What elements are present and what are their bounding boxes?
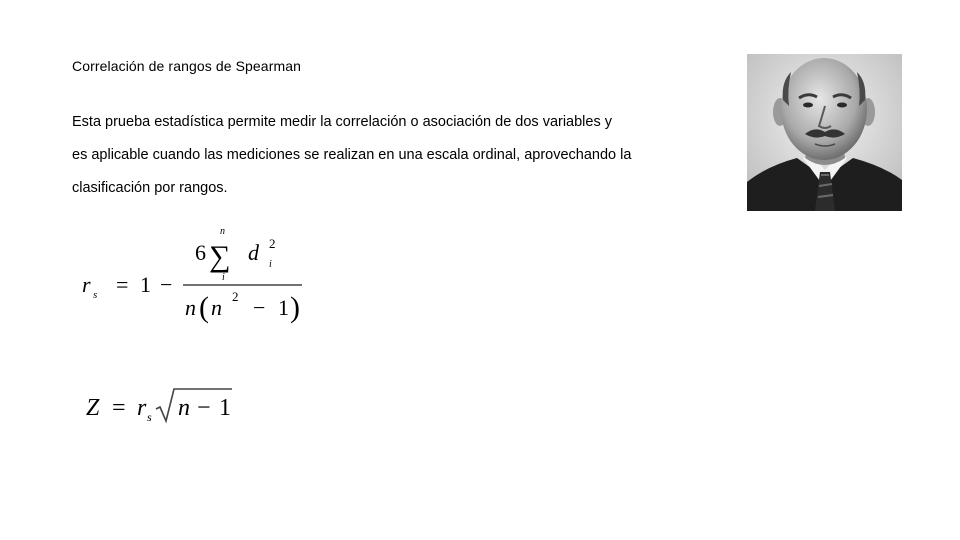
formula-den-inner-n: n xyxy=(211,295,222,320)
portrait-photo-icon xyxy=(747,54,902,211)
formula-lhs-subscript: s xyxy=(93,289,98,301)
formula-den-open-paren: ( xyxy=(199,291,209,324)
formula-term: d xyxy=(248,240,259,265)
z-formula-radicand-one: 1 xyxy=(219,395,231,421)
formula-den-close-paren: ) xyxy=(290,291,300,324)
formula-minus: − xyxy=(160,272,173,297)
formula-coefficient: 6 xyxy=(195,240,206,265)
formula-lhs: r xyxy=(82,272,91,297)
formula-term-superscript: 2 xyxy=(269,236,276,251)
z-formula-radicand-minus: − xyxy=(197,395,211,421)
portrait-photo xyxy=(747,54,902,211)
spearman-formula xyxy=(78,222,318,327)
paragraph-line-1: Esta prueba estadística permite medir la correlación o asociación de dos variables y xyxy=(72,114,612,130)
z-formula-radicand-n: n xyxy=(178,395,190,421)
slide-title: Correlación de rangos de Spearman xyxy=(72,58,301,74)
formula-den-one: 1 xyxy=(278,295,289,320)
z-formula-equals: = xyxy=(112,395,126,421)
z-formula-r-subscript: s xyxy=(147,410,152,424)
formula-sum-upper: n xyxy=(220,226,225,237)
z-formula-r: r xyxy=(137,395,147,421)
formula-den-n: n xyxy=(185,295,196,320)
formula-sigma: ∑ xyxy=(209,240,231,273)
formula-one: 1 xyxy=(140,272,151,297)
z-formula-lhs: Z xyxy=(86,395,100,421)
formula-equals: = xyxy=(116,272,129,297)
z-formula xyxy=(82,383,252,428)
formula-den-minus: − xyxy=(253,295,266,320)
formula-den-superscript: 2 xyxy=(232,289,239,304)
formula-term-subscript: i xyxy=(269,259,272,270)
paragraph-line-2: es aplicable cuando las mediciones se realizan en una escala ordinal, aprovechando la xyxy=(72,147,632,163)
paragraph-line-3: clasificación por rangos. xyxy=(72,180,228,196)
formula-sum-lower: i xyxy=(222,272,225,283)
slide-paragraph xyxy=(72,106,712,205)
